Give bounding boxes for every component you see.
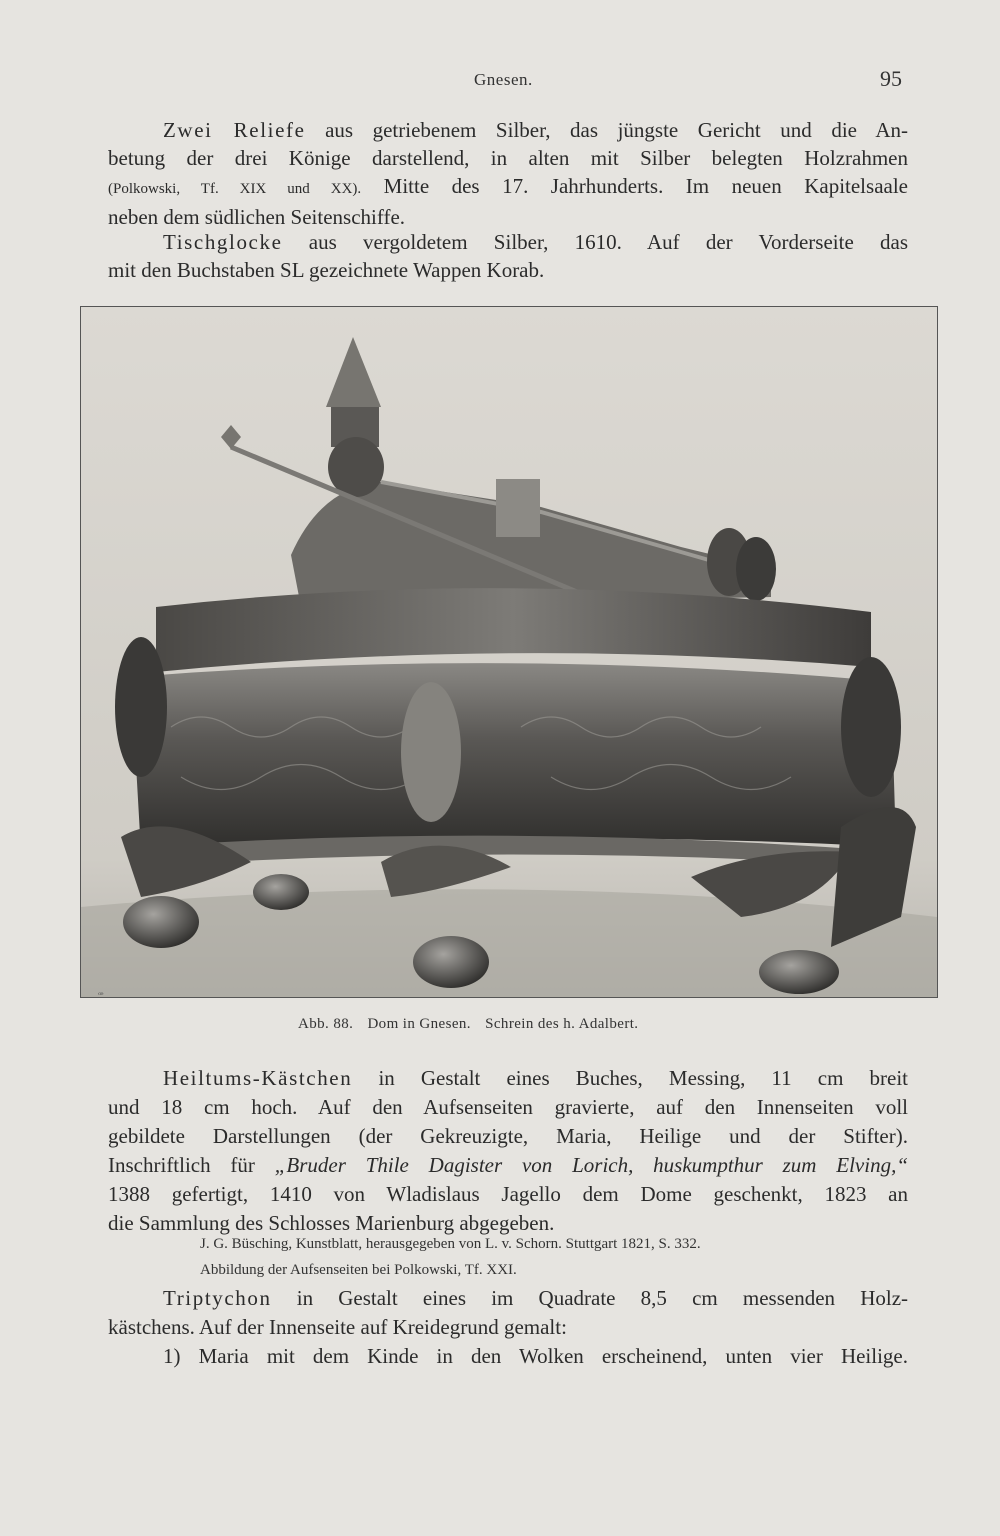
caption-title: Schrein des h. Adalbert. [485,1016,639,1032]
paragraph-line: die Sammlung des Schlosses Marienburg abgegeben. [108,1211,555,1235]
text-span: in Gestalt eines Buches, Messing, 11 cm breit [378,1066,908,1090]
text-span: in Gestalt eines im Quadrate 8,5 cm messenden Holz- [296,1286,909,1310]
caption-place: Dom in Gnesen. [367,1016,471,1032]
list-item [108,1342,908,1371]
paragraph-heiltums [108,1064,908,1238]
paragraph-line: gebildete Darstellungen (der Gekreuzigte, Maria, Heilige und der Stifter). [108,1124,908,1148]
reference-buesching: J. G. Büsching, Kunstblatt, herausgegeben von L. v. Schorn. Stuttgart 1821, S. 332. [200,1236,701,1252]
figure-caption [298,1016,648,1033]
inscription-quote: „Bruder Thile Dagister von Lorich, huskumpthur zum Elving,“ [274,1153,909,1177]
list-number: 1) [163,1344,181,1368]
paragraph-triptychon [108,1284,908,1371]
figure-photograph-shrine [80,306,938,998]
paragraph-line [108,1151,908,1180]
paragraph-line: kästchens. Auf der Innenseite auf Kreidegrund gemalt: [108,1315,567,1339]
text-span: Mitte des 17. Jahrhunderts. Im neuen Kapitelsaale [383,174,908,198]
paragraph-line [108,228,908,256]
paragraph-line: mit den Buchstaben SL gezeichnete Wappen Korab. [108,258,545,282]
paragraph-line: 1388 gefertigt, 1410 von Wladislaus Jagello dem Dome geschenkt, 1823 an [108,1182,908,1206]
paragraph-line: neben dem südlichen Seitenschiffe. [108,205,406,229]
paragraph-line [108,1064,908,1093]
paragraph-line [108,172,908,203]
paragraph-tischglocke [108,228,908,284]
page-number: 95 [880,66,902,91]
caption-label: Abb. 88. [298,1016,354,1032]
list-text: Maria mit dem Kinde in den Wolken erscheinend, unten vier Heilige. [198,1344,909,1368]
spaced-term: Tischglocke [163,230,283,254]
text-span: aus getriebenem Silber, das jüngste Gericht und die An- [325,118,909,142]
text-span: Inschriftlich für [108,1153,255,1177]
paragraph-reliefs [108,116,908,231]
citation-small: (Polkowski, Tf. XIX und XX). [108,181,362,197]
paragraph-line [108,1284,908,1313]
spaced-term: Triptychon [163,1286,272,1310]
spaced-term: Heiltums-Kästchen [163,1066,353,1090]
paragraph-line: betung der drei Könige darstellend, in alten mit Silber belegten Holzrahmen [108,146,908,170]
reference-polkowski: Abbildung der Aufsenseiten bei Polkowski, Tf. XXI. [200,1262,517,1278]
paragraph-line: und 18 cm hoch. Auf den Aufsenseiten gravierte, auf den Innenseiten voll [108,1095,908,1119]
paragraph-line [108,116,908,144]
text-span: aus vergoldetem Silber, 1610. Auf der Vorderseite das [308,230,909,254]
spaced-term: Zwei Reliefe [163,118,306,142]
plate-mark: ꟹ [98,990,104,1000]
running-head: Gnesen. [474,70,533,89]
shrine-illustration [81,307,937,997]
